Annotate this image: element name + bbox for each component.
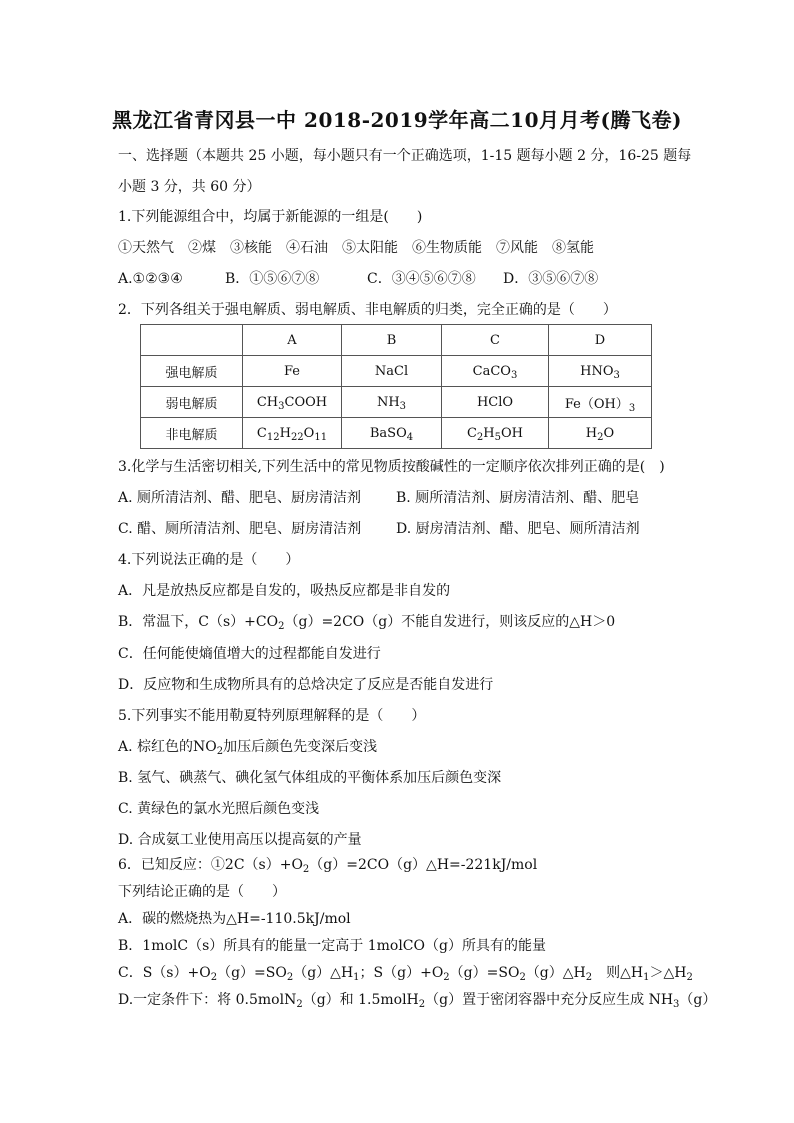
q3-stem: 3.化学与生活密切相关,下列生活中的常见物质按酸碱性的一定顺序依次排列正确的是( ) (118, 459, 665, 475)
q5-stem: 5.下列事实不能用勒夏特列原理解释的是（ ） (118, 708, 426, 724)
q1-stem: 1.下列能源组合中，均属于新能源的一组是( ) (118, 209, 423, 225)
q5-option-d: D. 合成氨工业使用高压以提高氨的产量 (118, 832, 362, 848)
q6-option-c: C．$S(s)+O_2(g)=SO_2(g)\triangle H_1$；$S(g)+O_2(g)=SO_2(g)\triangle H_2$ 则$\triangle H_1>\triangle H_2$ (118, 965, 693, 983)
q5-option-a: A. 棕红色的$NO_2$加压后颜色先变深后变浅 (118, 739, 378, 757)
q6-stem: 6．已知反应：$①2C(s)+O_2(g)=2CO(g)\triangle H=-221kJ$/mol (118, 857, 538, 875)
q5-option-b: B. 氢气、碘蒸气、碘化氢气体组成的平衡体系加压后颜色变深 (118, 770, 502, 786)
electrolyte-table (140, 324, 652, 449)
table-cell: CaCO$_3$ (442, 356, 549, 387)
table-cell: Fe (243, 356, 342, 387)
q1-option-d: D．③⑤⑥⑦⑧ (503, 271, 599, 287)
table-header-cell (141, 325, 243, 356)
row-label: 非电解质 (141, 418, 243, 449)
table-header-cell: A (243, 325, 342, 356)
table-header-cell: B (342, 325, 442, 356)
q3-option-d: D. 厨房清洁剂、醋、肥皂、厕所清洁剂 (396, 521, 640, 537)
section-instructions-line1: 一、选择题（本题共 25 小题，每小题只有一个正确选项，1-15 题每小题 2 分，16-25 题每 (118, 148, 692, 164)
q2-stem: 2．下列各组关于强电解质、弱电解质、非电解质的归类，完全正确的是（ ） (118, 302, 617, 318)
table-cell: BaSO$_4$ (342, 418, 442, 449)
q4-stem: 4.下列说法正确的是（ ） (118, 552, 300, 568)
table-cell: NaCl (342, 356, 442, 387)
section-instructions-line2: 小题 3 分，共 60 分） (118, 179, 261, 195)
table-header-cell: D (549, 325, 652, 356)
q1-option-a: A.①②③④ (118, 271, 183, 287)
q4-option-d: D．反应物和生成物所具有的总焓决定了反应是否能自发进行 (118, 677, 494, 693)
table-cell: HClO (442, 387, 549, 418)
q3-option-b: B. 厕所清洁剂、厨房清洁剂、醋、肥皂 (396, 490, 640, 506)
q5-option-c: C. 黄绿色的氯水光照后颜色变浅 (118, 801, 320, 817)
page-title: 黑龙江省青冈县一中 2018-2019学年高二10月月考(腾飞卷) (112, 108, 682, 132)
table-row (141, 387, 652, 418)
q4-option-b: B．常温下，$C(s)+CO_2(g)=2CO(g)$不能自发进行，则该反应的△H＞0 (118, 614, 616, 632)
table-row (141, 418, 652, 449)
table-header-cell: C (442, 325, 549, 356)
table-header-row (141, 325, 652, 356)
q1-option-c: C．③④⑤⑥⑦⑧ (367, 271, 476, 287)
q4-option-a: A．凡是放热反应都是自发的，吸热反应都是非自发的 (118, 583, 451, 599)
table-cell: $C_{12}H_{22}O_{11}$ (243, 418, 342, 449)
q3-option-c: C. 醋、厕所清洁剂、肥皂、厨房清洁剂 (118, 521, 362, 537)
table-cell: $CH_3COOH$ (243, 387, 342, 418)
table-cell: $C_2H_5OH$ (442, 418, 549, 449)
table-cell: $H_2O$ (549, 418, 652, 449)
q6-option-a: A．碳的燃烧热为△H=-110.5kJ/mol (118, 911, 351, 927)
table-row (141, 356, 652, 387)
row-label: 弱电解质 (141, 387, 243, 418)
q1-items: ①天然气 ②煤 ③核能 ④石油 ⑤太阳能 ⑥生物质能 ⑦风能 ⑧氢能 (118, 240, 594, 256)
q4-option-c: C．任何能使熵值增大的过程都能自发进行 (118, 646, 381, 662)
q6-option-d: D.一定条件下：将 0.5molN$_2$（g）和 1.5molH$_2$（g）置于密闭容器中充分反应生成 $NH_3(g)$ (118, 992, 717, 1010)
q1-option-b: B．①⑤⑥⑦⑧ (225, 271, 320, 287)
q3-option-a: A. 厕所清洁剂、醋、肥皂、厨房清洁剂 (118, 490, 362, 506)
q6-option-b: B．1molC（s）所具有的能量一定高于 1molCO（g）所具有的能量 (118, 938, 546, 954)
table-cell: $Fe(OH)_3$ (549, 387, 652, 418)
table-cell: $HNO_3$ (549, 356, 652, 387)
table-cell: $NH_3$ (342, 387, 442, 418)
row-label: 强电解质 (141, 356, 243, 387)
q6-sub: 下列结论正确的是（ ） (118, 884, 286, 900)
